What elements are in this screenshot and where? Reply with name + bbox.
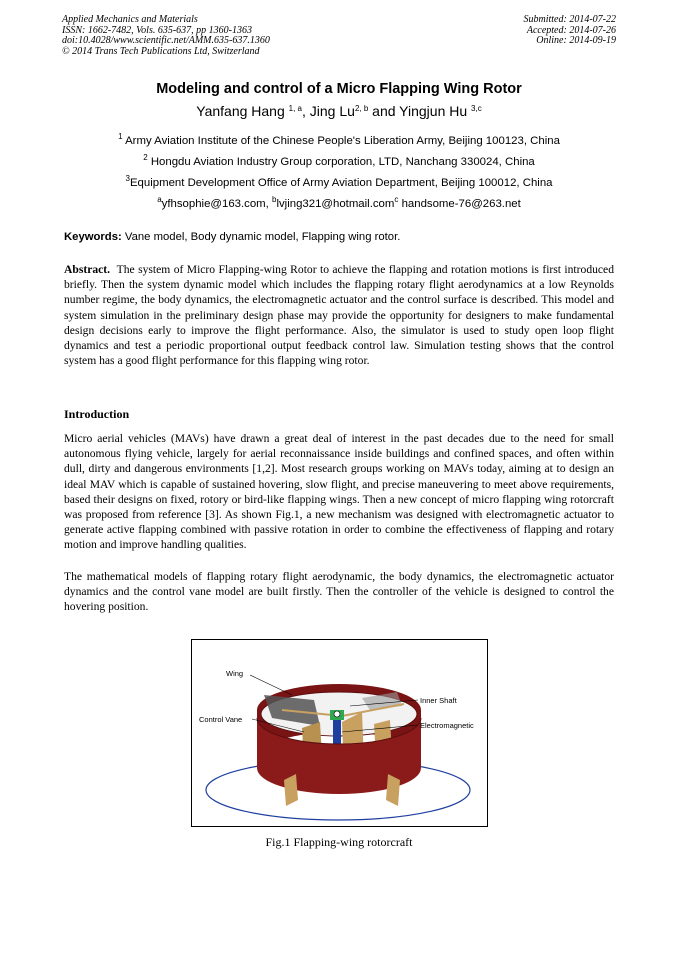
abstract [64,262,614,368]
author-name: Jing Lu [309,103,355,119]
author-superscript: 1, a [288,104,302,113]
label-inner-shaft: Inner Shaft [420,696,457,705]
email-address: yfhsophie@163.com, [161,198,272,210]
keywords [64,231,624,243]
author-separator: and [368,103,400,119]
affiliation-text: Army Aviation Institute of the Chinese People's Liberation Army, Beijing 100123, China [125,135,560,147]
keywords-text: Vane model, Body dynamic model, Flapping wing rotor. [124,231,401,243]
email-address: handsome-76@263.net [401,198,521,210]
affiliation [0,174,678,189]
electromagnetic-actuator [333,720,341,744]
affiliation [0,153,678,168]
figure-1 [191,639,488,827]
copyright-line: © 2014 Trans Tech Publications Ltd, Switzerland [62,45,260,57]
author-name: Yanfang Hang [196,103,285,119]
dates-info [524,15,617,47]
keywords-label: Keywords: [64,231,122,243]
label-control-vane: Control Vane [199,715,243,724]
paper-title: Modeling and control of a Micro Flapping Wing Rotor [156,81,522,97]
online-date: Online: 2014-09-19 [536,35,616,47]
abstract-text: The system of Micro Flapping-wing Rotor to achieve the flapping and rotation motions is first introduced briefly. Then the system dynamic model which includes the flapping rotary flight aerodynamics at a low Reynolds number regime, the body dynamics, the electromagnetic actuator and the control surface is described. This model and system simulation in the preliminary design phase may provide the opportunity for designers to make fundamental design decisions early to improve the flight performance. Also, the simulator is used to study open loop flight dynamics and test a periodic proportional output feedback control law. Simulation testing shows that the control system has a good flight performance for this flapping wing rotor. [64,263,614,368]
shaft-cap [334,711,340,717]
abstract-label: Abstract. [64,263,111,276]
issn-line: ISSN: 1662-7482, Vols. 635-637, pp 1360-1363 [62,24,252,36]
email-line [0,195,678,210]
author-list [0,103,678,119]
section-heading-introduction: Introduction [64,407,130,421]
author-superscript: 3,c [471,104,482,113]
submitted-date: Submitted: 2014-07-22 [523,14,616,25]
email-address: lvjing321@hotmail.com [276,198,395,210]
journal-name: Applied Mechanics and Materials [62,14,198,25]
doi-line: doi:10.4028/www.scientific.net/AMM.635-637.1360 [62,35,270,47]
leader-line [250,675,292,695]
author-superscript: 2, b [354,104,369,113]
figure-caption: Fig.1 Flapping-wing rotorcraft [265,835,413,849]
rotorcraft-illustration [192,640,487,826]
label-wing: Wing [226,669,244,678]
intro-paragraph-2: The mathematical models of flapping rotary flight aerodynamic, the body dynamics, the electromagnetic actuator dynamics and the control vane model are built firstly. Then the controller of the vehicle is designed to control the hovering position. [64,570,614,614]
journal-info [62,15,270,57]
affiliation [0,132,678,147]
affiliation-text: Equipment Development Office of Army Aviation Department, Beijing 100012, China [129,177,553,189]
affiliation-marker: 1 [118,132,123,141]
email-marker: b [272,195,277,204]
author-name: Yingjun Hu [399,103,468,119]
label-electromagnetic: Electromagnetic [420,721,474,730]
email-marker: c [394,195,399,204]
author-separator: , [302,103,310,119]
affiliation-marker: 2 [143,153,148,162]
accepted-date: Accepted: 2014-07-26 [526,24,616,36]
affiliation-text: Hongdu Aviation Industry Group corporation, LTD, Nanchang 330024, China [150,156,535,168]
email-marker: a [157,195,162,204]
affiliation-marker: 3 [125,174,130,183]
intro-paragraph: Micro aerial vehicles (MAVs) have drawn a great deal of interest in the past decades due to the need for small autonomous flying vehicle, largely for aerial reconnaissance inside buildings and confined spaces, and often within dull, dirty and dangerous environments [1,2]. Most research groups working on MAVs today, aiming at to design an ideal MAV which is capable of sustained hovering, slow flight, and precise maneuvering to meet above requirements, based their designs on fixed, rotory or bird-like flapping wings. Then a new concept of micro flapping wing rotorcraft was proposed from reference [3]. As shown Fig.1, a new mechanism was designed with electromagnetic actuator to generate active flapping combined with passive rotation in order to combine the effectiveness of flapping and rotary motion and improve handling qualities. [64,432,614,552]
